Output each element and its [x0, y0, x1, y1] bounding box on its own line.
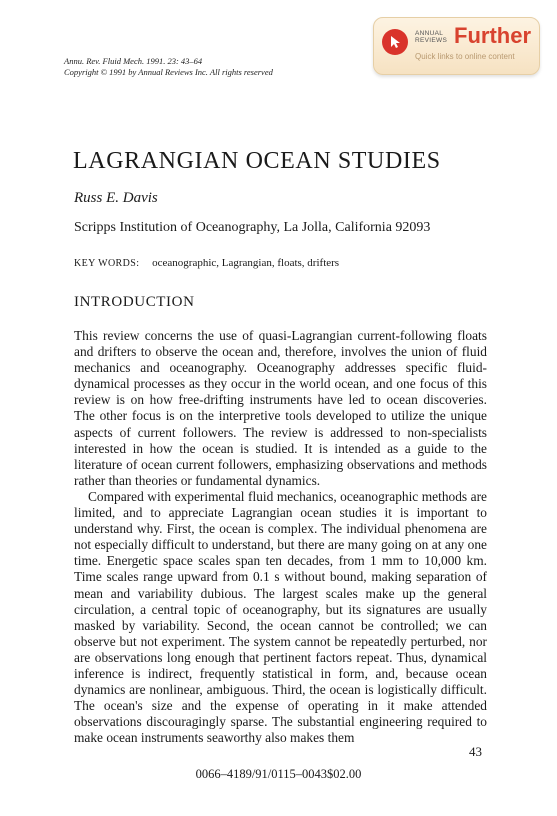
badge-reviews-text: REVIEWS	[415, 37, 448, 44]
keywords-list: oceanographic, Lagrangian, floats, drifters	[152, 257, 340, 269]
badge-subtitle: Quick links to online content	[415, 52, 515, 61]
keywords-line	[74, 257, 339, 269]
paragraph-1: This review concerns the use of quasi-Lagrangian current-following floats and drifters to observe the ocean and, therefore, involves the union of fluid mechanics and oceanography. Oceanography addresses specific fluid-dynamical processes as they occur in the world ocean, and one focus of this review is on how free-drifting instruments have led to ocean discoveries. The other focus is on the interpretive tools developed to utilize the unique aspects of current followers. The review is addressed to non-specialists interested in how the ocean is studied. It is intended as a guide to the literature of ocean current followers, emphasizing observations and methods rather than theories or fundamental dynamics.	[74, 328, 487, 488]
annual-reviews-logo	[415, 30, 447, 44]
author-name: Russ E. Davis	[74, 190, 158, 206]
keywords-label: KEY WORDS:	[74, 258, 140, 269]
journal-citation: Annu. Rev. Fluid Mech. 1991. 23: 43–64	[64, 56, 203, 66]
paragraph-2: Compared with experimental fluid mechanics, oceanographic methods are limited, and to appreciate Lagrangian ocean studies it is important to understand why. First, the ocean is complex. The individual phenomena are not especially difficult to understand, but there are many going on at any one time. Energetic space scales span ten decades, from 1 mm to 10,000 km. Time scales range upward from 0.1 s without bound, making separation of mean and variability dubious. The largest scales make up the general circulation, a central topic of oceanography, but its signatures are usually masked by variability. Second, the ocean cannot be controlled; we can observe but not experiment. The system cannot be repeatedly perturbed, nor are observations long enough that pertinent factors repeat. Thus, dynamical inference is indirect, frequently statistical in form, and, because ocean dynamics are nonlinear, ambiguous. Third, the ocean is logistically difficult. The ocean's size and the expense of operating in it make attended observations discouragingly sparse. The substantial engineering required to make ocean instruments seaworthy also makes them	[74, 488, 487, 746]
section-heading: INTRODUCTION	[74, 294, 195, 310]
author-affiliation: Scripps Institution of Oceanography, La Jolla, California 92093	[74, 220, 431, 235]
badge-annual-text: ANNUAL	[415, 30, 444, 37]
article-code: 0066–4189/91/0115–0043$02.00	[195, 767, 362, 781]
article-body	[74, 328, 487, 746]
article-title: LAGRANGIAN OCEAN STUDIES	[73, 148, 441, 174]
badge-further-text: Further	[454, 23, 531, 48]
cursor-arrow-icon	[382, 29, 408, 55]
page-number: 43	[469, 744, 482, 759]
journal-header	[64, 56, 273, 78]
further-links-badge[interactable]	[373, 17, 540, 75]
copyright-line: Copyright © 1991 by Annual Reviews Inc. All rights reserved	[64, 67, 273, 77]
